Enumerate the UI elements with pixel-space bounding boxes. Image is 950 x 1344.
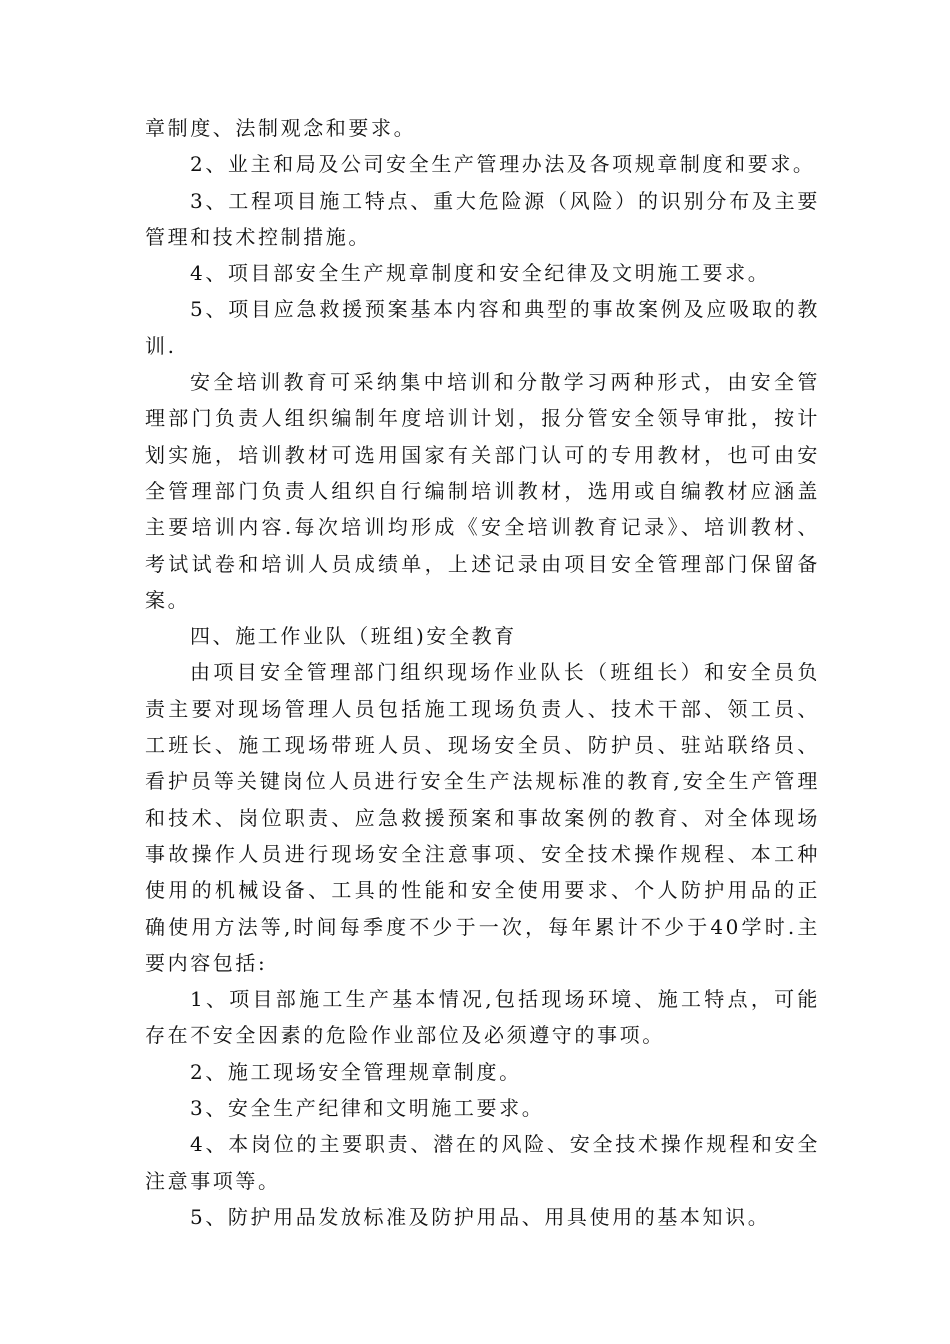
- content-item-5: 5、防护用品发放标准及防护用品、用具使用的基本知识。: [190, 1204, 771, 1229]
- content-item-4: 4、本岗位的主要职责、潜在的风险、安全技术操作规程和安全注意事项等。: [145, 1132, 820, 1193]
- list-item-4: 4、项目部安全生产规章制度和安全纪律及文明施工要求。: [190, 261, 771, 286]
- content-item-2: 2、施工现场安全管理规章制度。: [190, 1059, 522, 1084]
- paragraph-training-methods: 安全培训教育可采纳集中培训和分散学习两种形式，由安全管理部门负责人组织编制年度培训计划，报分管安全领导审批，按计划实施，培训教材可选用国家有关部门认可的专用教材，也可由安全管理部门负责人组织自行编制培训教材，选用或自编教材应涵盖主要培训内容.每次培训均形成《安全培训教育记录》、培训教材、考试试卷和培训人员成绩单，上述记录由项目安全管理部门保留备案。: [145, 370, 820, 612]
- section-heading: 四、施工作业队（班组)安全教育: [190, 624, 517, 649]
- paragraph-continuation: 章制度、法制观念和要求。: [145, 116, 417, 140]
- content-item-1: 1、项目部施工生产基本情况,包括现场环境、施工特点，可能存在不安全因素的危险作业部位及必须遵守的事项。: [145, 987, 820, 1048]
- list-item-3: 3、工程项目施工特点、重大危险源（风险）的识别分布及主要管理和技术控制措施。: [145, 188, 820, 249]
- content-item-3: 3、安全生产纪律和文明施工要求。: [190, 1096, 545, 1121]
- list-item-5: 5、项目应急救援预案基本内容和典型的事故案例及应吸取的教训.: [145, 297, 820, 358]
- list-item-2: 2、业主和局及公司安全生产管理办法及各项规章制度和要求。: [190, 152, 816, 177]
- paragraph-team-education: 由项目安全管理部门组织现场作业队长（班组长）和安全员负责主要对现场管理人员包括施工现场负责人、技术干部、领工员、工班长、施工现场带班人员、现场安全员、防护员、驻站联络员、看护员等关键岗位人员进行安全生产法规标准的教育,安全生产管理和技术、岗位职责、应急救援预案和事故案例的教育、对全体现场事故操作人员进行现场安全注意事项、安全技术操作规程、本工种使用的机械设备、工具的性能和安全使用要求、个人防护用品的正确使用方法等,时间每季度不少于一次，每年累计不少于40学时.主要内容包括:: [145, 660, 820, 975]
- document-body: [145, 110, 820, 1235]
